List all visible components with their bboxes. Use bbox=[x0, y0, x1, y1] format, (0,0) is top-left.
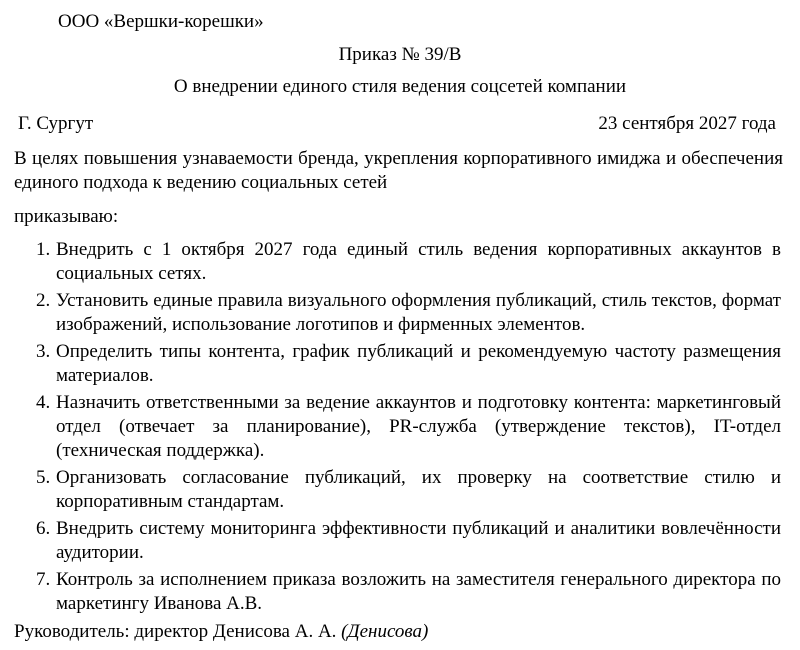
signature-line bbox=[14, 620, 428, 644]
item-text: Назначить ответственными за ведение аккаунтов и подготовку контента: маркетинговый отдел (отвечает за планирование), PR-служба (утверждение текстов), IT-отдел (техническая поддержка). bbox=[56, 392, 781, 461]
item-number: 4. bbox=[36, 392, 51, 413]
handwritten-signature: (Денисова) bbox=[341, 621, 429, 642]
order-title: О внедрении единого стиля ведения соцсетей компании bbox=[173, 76, 627, 97]
item-text: Внедрить с 1 октября 2027 года единый стиль ведения корпоративных аккаунтов в социальных сетях. bbox=[56, 239, 781, 284]
item-text: Установить единые правила визуального оформления публикаций, стиль текстов, формат изображений, использование логотипов и фирменных элементов. bbox=[56, 290, 781, 335]
item-number: 2. bbox=[36, 290, 51, 311]
list-item bbox=[36, 289, 781, 337]
list-item bbox=[36, 391, 781, 463]
preamble-paragraph: В целях повышения узнаваемости бренда, укрепления корпоративного имиджа и обеспечения единого подхода к ведению социальных сетей bbox=[14, 148, 783, 193]
list-item bbox=[36, 517, 781, 565]
item-number: 1. bbox=[36, 239, 51, 260]
order-number: Приказ № 39/В bbox=[338, 44, 462, 65]
order-directive: приказываю: bbox=[14, 206, 119, 227]
organization-name: ООО «Вершки-корешки» bbox=[58, 11, 264, 32]
order-items-list bbox=[36, 238, 781, 619]
item-number: 7. bbox=[36, 569, 51, 590]
list-item bbox=[36, 466, 781, 514]
item-number: 6. bbox=[36, 518, 51, 539]
order-date: 23 сентября 2027 года bbox=[598, 113, 776, 134]
list-item bbox=[36, 238, 781, 286]
item-text: Контроль за исполнением приказа возложить на заместителя генерального директора по маркетингу Иванова А.В. bbox=[56, 569, 781, 614]
list-item bbox=[36, 340, 781, 388]
order-city: Г. Сургут bbox=[18, 113, 94, 134]
item-number: 5. bbox=[36, 467, 51, 488]
item-text: Внедрить систему мониторинга эффективности публикаций и аналитики вовлечённости аудитории. bbox=[56, 518, 781, 563]
item-text: Организовать согласование публикаций, их проверку на соответствие стилю и корпоративным стандартам. bbox=[56, 467, 781, 512]
item-number: 3. bbox=[36, 341, 51, 362]
item-text: Определить типы контента, график публикаций и рекомендуемую частоту размещения материалов. bbox=[56, 341, 781, 386]
list-item bbox=[36, 568, 781, 616]
signature-label: Руководитель: директор Денисова А. А. bbox=[14, 621, 337, 642]
